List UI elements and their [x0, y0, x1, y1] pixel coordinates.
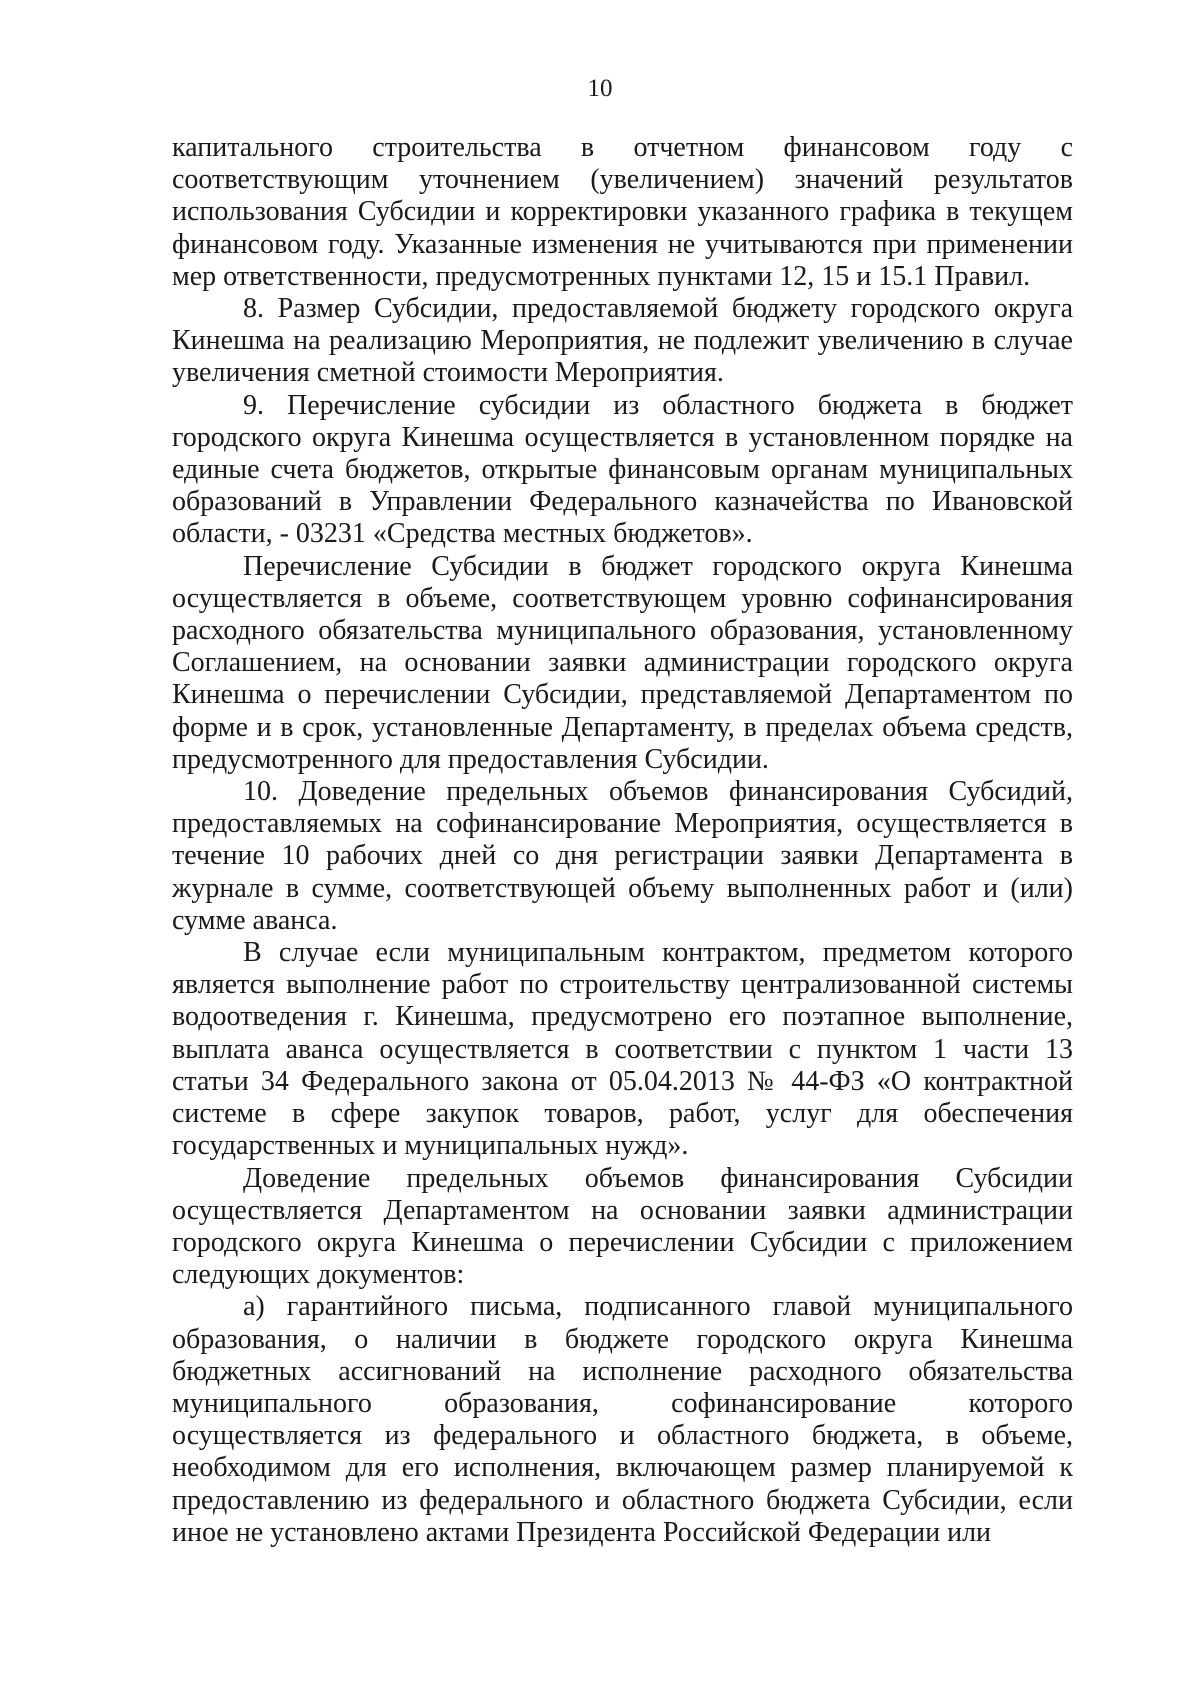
document-body: [172, 132, 1073, 1549]
paragraph-advance-payment: В случае если муниципальным контрактом, предметом которого является выполнение работ по строительству централизованной системы водоотведения г. Кинешма, предусмотрено его поэтапное выполнение, выплата аванса осуществляется в соответствии с пунктом 1 части 13 статьи 34 Федерального закона от 05.04.2013 № 44-ФЗ «О контрактной системе в сфере закупок товаров, работ, услуг для обеспечения государственных и муниципальных нужд».: [172, 937, 1073, 1162]
paragraph-subitem-a: а) гарантийного письма, подписанного главой муниципального образования, о наличии в бюджете городского округа Кинешма бюджетных ассигнований на исполнение расходного обязательства муниципального образования, софинансирование которого осуществляется из федерального и областного бюджета, в объеме, необходимом для его исполнения, включающем размер планируемой к предоставлению из федерального и областного бюджета Субсидии, если иное не установлено актами Президента Российской Федерации или: [172, 1291, 1073, 1548]
paragraph-limits-documents: Доведение предельных объемов финансирования Субсидии осуществляется Департаментом на основании заявки администрации городского округа Кинешма о перечислении Субсидии с приложением следующих документов:: [172, 1162, 1073, 1291]
paragraph-item-8: 8. Размер Субсидии, предоставляемой бюджету городского округа Кинешма на реализацию Мероприятия, не подлежит увеличению в случае увеличения сметной стоимости Мероприятия.: [172, 293, 1073, 389]
paragraph-item-9: 9. Перечисление субсидии из областного бюджета в бюджет городского округа Кинешма осуществляется в установленном порядке на единые счета бюджетов, открытые финансовым органам муниципальных образований в Управлении Федерального казначейства по Ивановской области, - 03231 «Средства местных бюджетов».: [172, 389, 1073, 550]
paragraph-item-10: 10. Доведение предельных объемов финансирования Субсидий, предоставляемых на софинансирование Мероприятия, осуществляется в течение 10 рабочих дней со дня регистрации заявки Департамента в журнале в сумме, соответствующей объему выполненных работ и (или) сумме аванса.: [172, 776, 1073, 936]
paragraph-transfer-subsidy: Перечисление Субсидии в бюджет городского округа Кинешма осуществляется в объеме, соответствующем уровню софинансирования расходного обязательства муниципального образования, установленному Соглашением, на основании заявки администрации городского округа Кинешма о перечислении Субсидии, представляемой Департаментом по форме и в срок, установленные Департаменту, в пределах объема средств, предусмотренного для предоставления Субсидии.: [172, 550, 1073, 775]
paragraph-continuation: капитального строительства в отчетном финансовом году с соответствующим уточнением (увеличением) значений результатов использования Субсидии и корректировки указанного графика в текущем финансовом году. Указанные изменения не учитываются при применении мер ответственности, предусмотренных пунктами 12, 15 и 15.1 Правил.: [172, 132, 1073, 292]
page-number: 10: [587, 75, 613, 102]
